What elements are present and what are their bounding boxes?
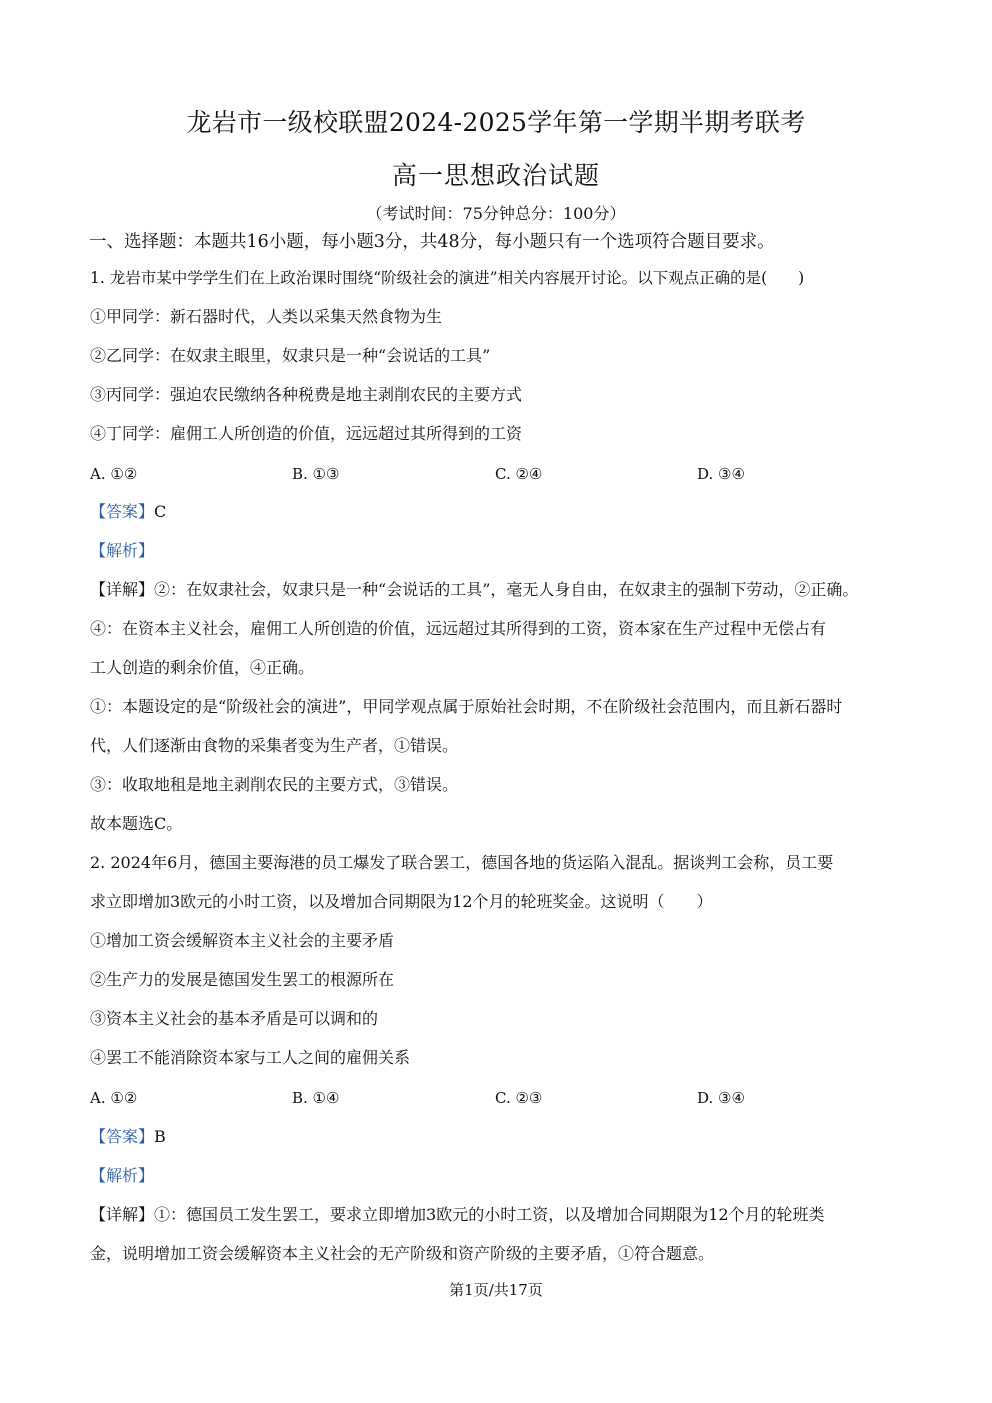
answer-value: C [154, 502, 167, 521]
q1-statement-3: ③丙同学：强迫农民缴纳各种税费是地主剥削农民的主要方式 [90, 385, 523, 404]
q2-option-b: B. ①④ [292, 1089, 340, 1107]
q2-statement-3: ③资本主义社会的基本矛盾是可以调和的 [90, 1009, 379, 1028]
q1-conclusion: 故本题选C。 [90, 814, 183, 833]
q2-stem-line-2: 求立即增加3欧元的小时工资，以及增加合同期限为12个月的轮班奖金。这说明（ ） [90, 892, 713, 911]
q2-stem-line-1: 2. 2024年6月，德国主要海港的员工爆发了联合罢工，德国各地的货运陷入混乱。据谈判工会称，员工要 [90, 853, 834, 872]
q2-option-a: A. ①② [90, 1089, 138, 1107]
q2-analysis-label: 【解析】 [90, 1166, 155, 1185]
q1-option-d: D. ③④ [697, 465, 745, 483]
q1-option-b: B. ①③ [292, 465, 340, 483]
q1-analysis-label: 【解析】 [90, 541, 155, 560]
q1-option-c: C. ②④ [495, 465, 543, 483]
answer-value: B [154, 1127, 166, 1146]
q1-explanation-5: 代，人们逐渐由食物的采集者变为生产者，①错误。 [90, 736, 459, 755]
q2-answer [90, 1126, 910, 1148]
section-title: 一、选择题：本题共16小题，每小题3分，共48分，每小题只有一个选项符合题目要求。 [89, 232, 775, 252]
q2-explanation-2: 金，说明增加工资会缓解资本主义社会的无产阶级和资产阶级的主要矛盾，①符合题意。 [90, 1244, 715, 1263]
q1-explanation-4: ①：本题设定的是“阶级社会的演进”，甲同学观点属于原始社会时期，不在阶级社会范围内，而且新石器时 [90, 697, 843, 716]
explanation-text: ②：在奴隶社会，奴隶只是一种“会说话的工具”，毫无人身自由，在奴隶主的强制下劳动，②正确。 [154, 580, 859, 599]
exam-title: 龙岩市一级校联盟2024-2025学年第一学期半期考联考 [186, 108, 806, 137]
q1-answer [90, 501, 910, 523]
exam-info: （考试时间：75分钟总分：100分） [366, 204, 626, 223]
q2-explanation-1 [90, 1204, 910, 1226]
q2-statement-4: ④罢工不能消除资本家与工人之间的雇佣关系 [90, 1048, 411, 1067]
q1-statement-4: ④丁同学：雇佣工人所创造的价值，远远超过其所得到的工资 [90, 424, 523, 443]
detail-label: 【详解】 [90, 580, 155, 599]
page-indicator: 第1页/共17页 [449, 1281, 543, 1299]
exam-subject-title: 高一思想政治试题 [391, 161, 600, 190]
q1-explanation-3: 工人创造的剩余价值，④正确。 [90, 658, 315, 677]
q2-statement-2: ②生产力的发展是德国发生罢工的根源所在 [90, 970, 395, 989]
q1-option-a: A. ①② [90, 465, 138, 483]
detail-label: 【详解】 [90, 1205, 155, 1224]
q1-explanation-6: ③：收取地租是地主剥削农民的主要方式，③错误。 [90, 775, 459, 794]
q2-option-d: D. ③④ [697, 1089, 745, 1107]
q1-explanation-2: ④：在资本主义社会，雇佣工人所创造的价值，远远超过其所得到的工资，资本家在生产过程中无偿占有 [90, 619, 827, 638]
answer-label: 【答案】 [90, 502, 155, 521]
answer-label: 【答案】 [90, 1127, 155, 1146]
q2-option-c: C. ②③ [495, 1089, 543, 1107]
q1-explanation-1 [90, 579, 910, 601]
q2-statement-1: ①增加工资会缓解资本主义社会的主要矛盾 [90, 931, 395, 950]
q1-statement-1: ①甲同学：新石器时代，人类以采集天然食物为生 [90, 307, 443, 326]
q1-stem: 1. 龙岩市某中学学生们在上政治课时围绕“阶级社会的演进”相关内容展开讨论。以下观点正确的是( ) [90, 269, 805, 287]
explanation-text: ①：德国员工发生罢工，要求立即增加3欧元的小时工资，以及增加合同期限为12个月的轮班类 [154, 1205, 825, 1224]
q1-statement-2: ②乙同学：在奴隶主眼里，奴隶只是一种“会说话的工具” [90, 346, 491, 365]
